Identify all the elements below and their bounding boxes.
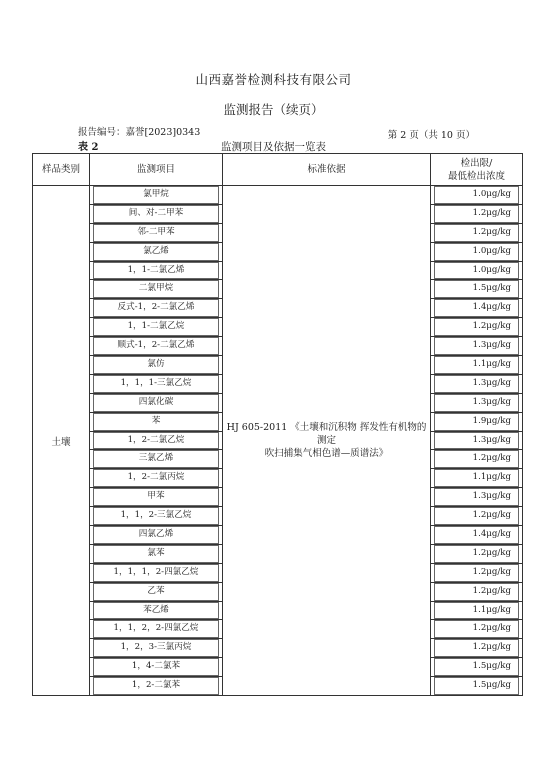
monitoring-item-cell [90, 412, 223, 431]
monitoring-item-name: 氯苯 [93, 545, 219, 563]
header-detection-limit [431, 154, 523, 186]
monitoring-item-cell [90, 507, 223, 526]
detection-limit-value: 1.2μg/kg [434, 620, 519, 638]
header-detection-limit-line2: 最低检出浓度 [447, 170, 505, 182]
detection-limit-cell [431, 186, 523, 205]
monitoring-item-cell [90, 488, 223, 507]
detection-limit-cell [431, 204, 523, 223]
detection-limit-cell [431, 677, 523, 696]
detection-limit-cell [431, 658, 523, 677]
monitoring-item-cell [90, 337, 223, 356]
monitoring-item-cell [90, 620, 223, 639]
monitoring-item-cell [90, 280, 223, 299]
detection-limit-cell [431, 469, 523, 488]
monitoring-items-table [32, 153, 523, 696]
standard-basis-line1: HJ 605-2011 《土壤和沉积物 挥发性有机物的测定 [226, 422, 427, 447]
detection-limit-value: 1.3μg/kg [434, 394, 519, 412]
monitoring-item-name: 甲苯 [93, 488, 219, 506]
detection-limit-cell [431, 488, 523, 507]
detection-limit-value: 1.3μg/kg [434, 488, 519, 506]
header-monitoring-item [90, 154, 223, 186]
monitoring-item-name: 邻-二甲苯 [93, 224, 219, 242]
monitoring-item-cell [90, 639, 223, 658]
detection-limit-value: 1.4μg/kg [434, 299, 519, 317]
detection-limit-cell [431, 563, 523, 582]
monitoring-item-cell [90, 374, 223, 393]
detection-limit-cell [431, 356, 523, 375]
monitoring-item-cell [90, 469, 223, 488]
detection-limit-value: 1.0μg/kg [434, 243, 519, 261]
monitoring-item-cell [90, 677, 223, 696]
monitoring-item-name: 1，1-二氯乙烯 [93, 262, 219, 280]
detection-limit-value: 1.2μg/kg [434, 224, 519, 242]
monitoring-item-name: 1，2-二氯丙烷 [93, 469, 219, 487]
monitoring-item-cell [90, 601, 223, 620]
monitoring-item-name: 氯仿 [93, 356, 219, 374]
header-sample-category [33, 154, 90, 186]
monitoring-item-name: 1，2-二氯苯 [93, 677, 219, 695]
header-monitoring-item-label: 监测项目 [136, 164, 175, 175]
sample-category-cell: 土壤 [33, 186, 90, 696]
report-number: 报告编号：嘉誉[2023]0343 [78, 127, 201, 138]
monitoring-item-name: 四氯乙烯 [93, 526, 219, 544]
detection-limit-value: 1.2μg/kg [434, 205, 519, 223]
detection-limit-value: 1.3μg/kg [434, 337, 519, 355]
monitoring-item-cell [90, 544, 223, 563]
detection-limit-cell [431, 582, 523, 601]
detection-limit-value: 1.1μg/kg [434, 469, 519, 487]
detection-limit-cell [431, 242, 523, 261]
detection-limit-value: 1.2μg/kg [434, 507, 519, 525]
monitoring-item-cell [90, 658, 223, 677]
table-header-row [33, 154, 523, 186]
monitoring-item-name: 氯乙烯 [93, 243, 219, 261]
monitoring-item-cell [90, 242, 223, 261]
monitoring-item-name: 1，1，2，2-四氯乙烷 [93, 620, 219, 638]
header-standard-basis-label: 标准依据 [307, 164, 346, 175]
monitoring-item-name: 1，1，2-三氯乙烷 [93, 507, 219, 525]
monitoring-item-cell [90, 318, 223, 337]
table-body [33, 186, 523, 696]
detection-limit-value: 1.2μg/kg [434, 318, 519, 336]
monitoring-item-name: 苯 [93, 413, 219, 431]
detection-limit-value: 1.0μg/kg [434, 262, 519, 280]
detection-limit-value: 1.0μg/kg [434, 186, 519, 204]
company-name: 山西嘉誉检测科技有限公司 [195, 72, 352, 87]
report-title: 监测报告（续页） [223, 102, 324, 117]
table-caption: 监测项目及依据一览表 [221, 141, 326, 153]
monitoring-item-name: 1，4-二氯苯 [93, 658, 219, 676]
detection-limit-cell [431, 450, 523, 469]
monitoring-item-name: 1，1-二氯乙烷 [93, 318, 219, 336]
detection-limit-cell [431, 299, 523, 318]
detection-limit-cell [431, 620, 523, 639]
detection-limit-value: 1.5μg/kg [434, 280, 519, 298]
detection-limit-cell [431, 526, 523, 545]
monitoring-item-name: 1，2-二氯乙烷 [93, 432, 219, 450]
detection-limit-value: 1.4μg/kg [434, 526, 519, 544]
detection-limit-value: 1.5μg/kg [434, 677, 519, 695]
monitoring-item-cell [90, 186, 223, 205]
detection-limit-cell [431, 374, 523, 393]
detection-limit-value: 1.2μg/kg [434, 450, 519, 468]
monitoring-item-cell [90, 261, 223, 280]
detection-limit-value: 1.3μg/kg [434, 375, 519, 393]
monitoring-item-cell [90, 299, 223, 318]
detection-limit-value: 1.3μg/kg [434, 432, 519, 450]
detection-limit-value: 1.1μg/kg [434, 602, 519, 620]
monitoring-item-name: 乙苯 [93, 583, 219, 601]
monitoring-item-name: 1，1，1-三氯乙烷 [93, 375, 219, 393]
detection-limit-cell [431, 507, 523, 526]
detection-limit-value: 1.2μg/kg [434, 545, 519, 563]
monitoring-item-name: 苯乙烯 [93, 602, 219, 620]
monitoring-item-name: 四氯化碳 [93, 394, 219, 412]
standard-basis-line2: 吹扫捕集气相色谱—质谱法》 [264, 448, 389, 460]
detection-limit-cell [431, 544, 523, 563]
monitoring-item-cell [90, 563, 223, 582]
monitoring-item-name: 二氯甲烷 [93, 280, 219, 298]
detection-limit-cell [431, 601, 523, 620]
detection-limit-value: 1.2μg/kg [434, 583, 519, 601]
monitoring-item-name: 反式-1，2-二氯乙烯 [93, 299, 219, 317]
monitoring-item-cell [90, 431, 223, 450]
detection-limit-value: 1.9μg/kg [434, 413, 519, 431]
standard-basis-cell [223, 186, 431, 696]
monitoring-item-cell [90, 204, 223, 223]
monitoring-item-name: 顺式-1，2-二氯乙烯 [93, 337, 219, 355]
detection-limit-value: 1.1μg/kg [434, 356, 519, 374]
detection-limit-cell [431, 318, 523, 337]
detection-limit-value: 1.2μg/kg [434, 564, 519, 582]
detection-limit-cell [431, 261, 523, 280]
detection-limit-cell [431, 393, 523, 412]
table-number: 表 2 [78, 142, 99, 153]
detection-limit-cell [431, 280, 523, 299]
header-sample-category-label: 样品类别 [41, 164, 80, 175]
monitoring-item-cell [90, 526, 223, 545]
page-number: 第 2 页（共 10 页） [387, 130, 475, 141]
monitoring-item-cell [90, 223, 223, 242]
detection-limit-cell [431, 431, 523, 450]
monitoring-item-cell [90, 356, 223, 375]
monitoring-item-name: 1，1，1，2-四氯乙烷 [93, 564, 219, 582]
monitoring-item-cell [90, 393, 223, 412]
detection-limit-cell [431, 639, 523, 658]
detection-limit-cell [431, 337, 523, 356]
monitoring-item-cell [90, 450, 223, 469]
table-row [33, 186, 523, 205]
detection-limit-value: 1.2μg/kg [434, 639, 519, 657]
detection-limit-cell [431, 412, 523, 431]
monitoring-item-name: 1，2，3-三氯丙烷 [93, 639, 219, 657]
monitoring-item-cell [90, 582, 223, 601]
monitoring-item-name: 氯甲烷 [93, 186, 219, 204]
monitoring-item-name: 间、对-二甲苯 [93, 205, 219, 223]
header-detection-limit-line1: 检出限/ [460, 157, 493, 169]
header-standard-basis [223, 154, 431, 186]
monitoring-item-name: 三氯乙烯 [93, 450, 219, 468]
detection-limit-cell [431, 223, 523, 242]
detection-limit-value: 1.5μg/kg [434, 658, 519, 676]
